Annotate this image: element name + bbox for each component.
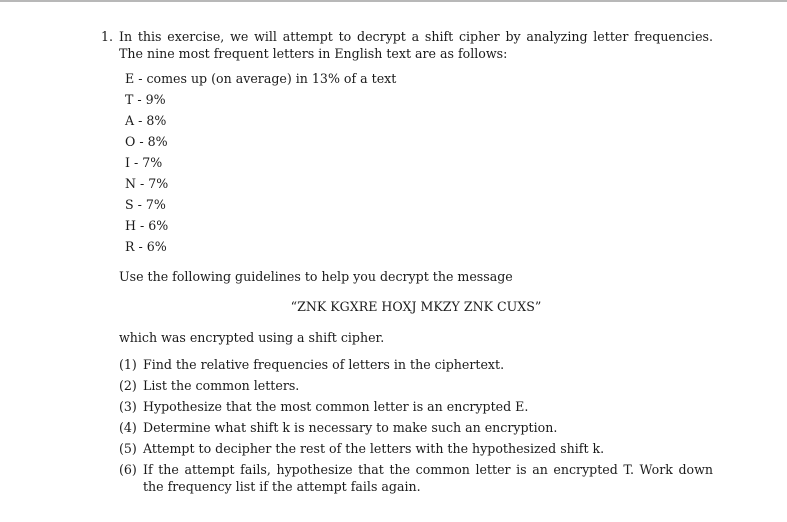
after-cipher-text: which was encrypted using a shift cipher.: [119, 330, 385, 345]
step-label: (4): [119, 420, 137, 435]
ciphertext-message: “ZNK KGXRE HOXJ MKZY ZNK CUXS”: [290, 299, 542, 314]
step-item: [119, 377, 713, 394]
step-item: [119, 419, 713, 436]
step-text: List the common letters.: [143, 378, 300, 393]
guideline-intro: Use the following guidelines to help you decrypt the message: [119, 269, 513, 284]
problem-1: [101, 28, 713, 499]
step-item: [119, 440, 713, 457]
frequency-item-a: A - 8%: [125, 113, 167, 128]
frequency-item-o: O - 8%: [125, 134, 168, 149]
frequency-item-e: E - comes up (on average) in 13% of a text: [125, 71, 397, 86]
page-top-border: [0, 0, 787, 2]
guideline-steps: [119, 356, 713, 495]
step-label: (2): [119, 378, 137, 393]
step-text: Determine what shift k is necessary to make such an encryption.: [143, 420, 558, 435]
problem-number: 1.: [101, 29, 114, 44]
step-item: [119, 398, 713, 415]
step-label: (6): [119, 462, 137, 477]
step-label: (5): [119, 441, 137, 456]
step-label: (3): [119, 399, 137, 414]
step-text: Find the relative frequencies of letters in the ciphertext.: [143, 357, 505, 372]
frequency-item-s: S - 7%: [125, 197, 166, 212]
frequency-item-n: N - 7%: [125, 176, 169, 191]
step-item: [119, 356, 713, 373]
problem-intro: In this exercise, we will attempt to decrypt a shift cipher by analyzing letter frequencies. The nine most frequent letters in English text are as follows:: [119, 29, 713, 61]
step-text: If the attempt fails, hypothesize that the common letter is an encrypted T. Work down the frequency list if the attempt fails again.: [143, 462, 713, 494]
frequency-item-i: I - 7%: [125, 155, 163, 170]
frequency-item-h: H - 6%: [125, 218, 169, 233]
frequency-item-t: T - 9%: [125, 92, 166, 107]
step-item: [119, 461, 713, 495]
step-label: (1): [119, 357, 137, 372]
frequency-item-r: R - 6%: [125, 239, 167, 254]
step-text: Attempt to decipher the rest of the letters with the hypothesized shift k.: [143, 441, 605, 456]
letter-frequency-list: [125, 70, 713, 259]
step-text: Hypothesize that the most common letter is an encrypted E.: [143, 399, 529, 414]
